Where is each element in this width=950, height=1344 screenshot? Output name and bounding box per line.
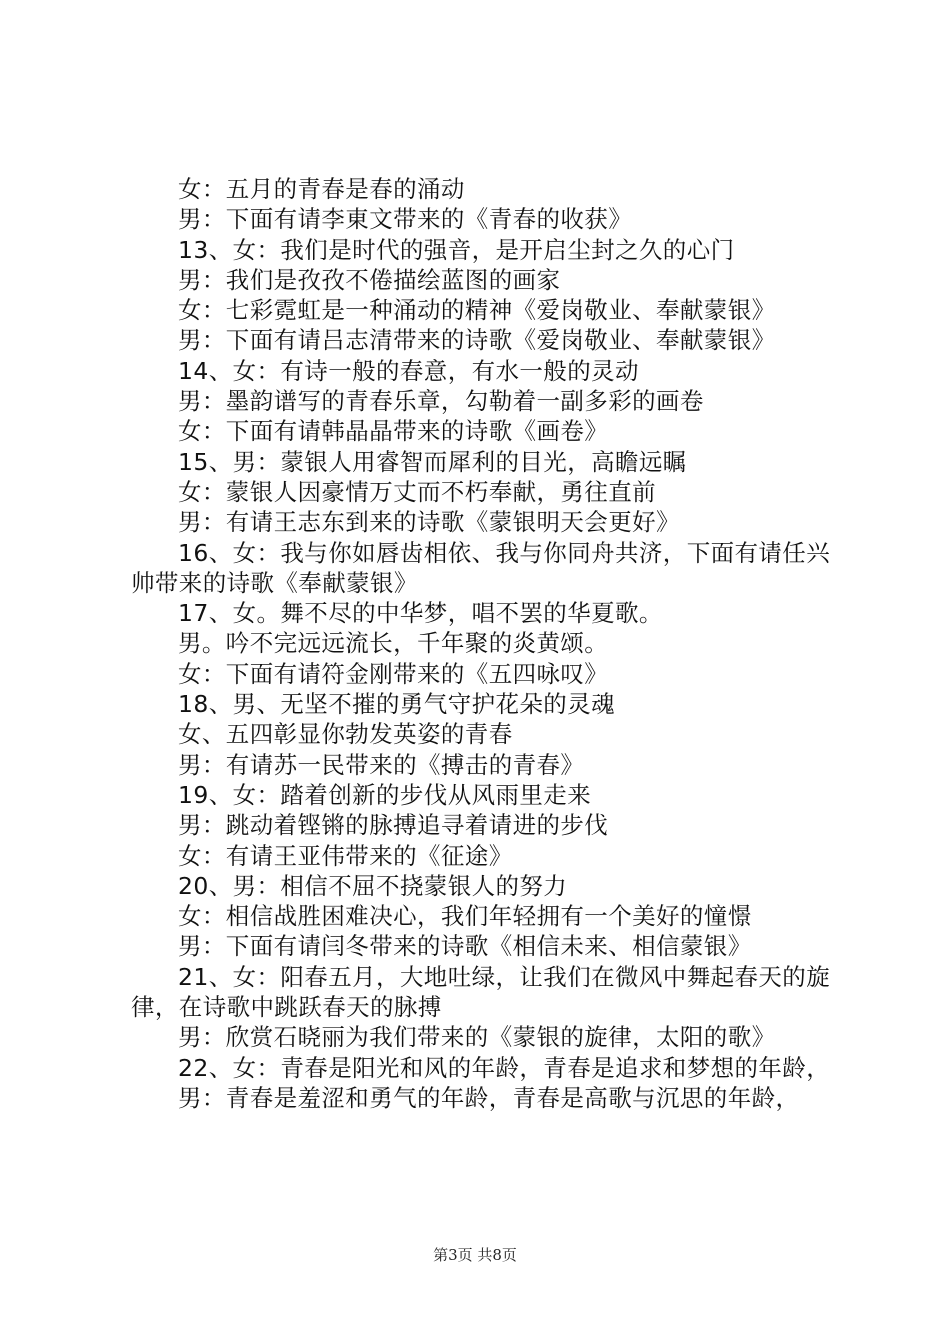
- paragraph: 20、男：相信不屈不挠蒙银人的努力: [178, 871, 568, 900]
- paragraph: 22、女：青春是阳光和风的年龄，青春是追求和梦想的年龄，: [178, 1053, 831, 1082]
- paragraph: 女：相信战胜困难决心，我们年轻拥有一个美好的憧憬: [178, 902, 752, 931]
- paragraph: 14、女：有诗一般的春意，有水一般的灵动: [178, 356, 639, 385]
- paragraph: 男：欣赏石晓丽为我们带来的《蒙银的旋律，太阳的歌》: [178, 1023, 776, 1052]
- paragraph: 女、五四彰显你勃发英姿的青春: [178, 720, 513, 749]
- paragraph: 13、女：我们是时代的强音，是开启尘封之久的心门: [178, 235, 735, 264]
- paragraph: 女：七彩霓虹是一种涌动的精神《爱岗敬业、奉献蒙银》: [178, 296, 776, 325]
- paragraph: 女：下面有请符金刚带来的《五四咏叹》: [178, 659, 609, 688]
- paragraph: 21、女：阳春五月，大地吐绿，让我们在微风中舞起春天的旋律，在诗歌中跳跃春天的脉搏: [131, 962, 831, 1022]
- paragraph: 男。吟不完远远流长，千年聚的炎黄颂。: [178, 629, 609, 658]
- paragraph: 18、男、无坚不摧的勇气守护花朵的灵魂: [178, 690, 616, 719]
- paragraph: 16、女：我与你如唇齿相依、我与你同舟共济，下面有请任兴帅带来的诗歌《奉献蒙银》: [131, 538, 831, 597]
- paragraph: 女：有请王亚伟带来的《征途》: [178, 841, 513, 870]
- paragraph: 男：有请苏一民带来的《搏击的青春》: [178, 750, 585, 779]
- paragraph: 女：蒙银人因豪情万丈而不朽奉献，勇往直前: [178, 477, 656, 506]
- paragraph: 男：有请王志东到来的诗歌《蒙银明天会更好》: [178, 508, 680, 537]
- paragraph: 男：下面有请李東文带来的《青春的收获》: [178, 205, 633, 234]
- paragraph: 男：墨韵谱写的青春乐章，勾勒着一副多彩的画卷: [178, 387, 704, 416]
- paragraph: 19、女：踏着创新的步伐从风雨里走来: [178, 780, 592, 809]
- page-number: 第3页 共8页: [433, 1246, 517, 1264]
- document-body: [131, 174, 831, 1113]
- paragraph: 女：下面有请韩晶晶带来的诗歌《画卷》: [178, 417, 609, 446]
- page-footer: [0, 1244, 950, 1265]
- paragraph: 男：跳动着铿锵的脉搏追寻着请进的步伐: [178, 811, 609, 840]
- paragraph: 女：五月的青春是春的涌动: [178, 175, 465, 203]
- paragraph: 男：我们是孜孜不倦描绘蓝图的画家: [178, 265, 561, 294]
- paragraph: 男：下面有请闫冬带来的诗歌《相信未来、相信蒙银》: [178, 932, 752, 961]
- paragraph: 男：下面有请吕志清带来的诗歌《爱岗敬业、奉献蒙银》: [178, 326, 776, 355]
- paragraph: 17、女。舞不尽的中华梦，唱不罢的华夏歌。: [178, 599, 663, 628]
- paragraph: 男：青春是羞涩和勇气的年龄，青春是高歌与沉思的年龄，: [178, 1083, 800, 1112]
- paragraph: 15、男：蒙银人用睿智而犀利的目光，高瞻远瞩: [178, 447, 687, 476]
